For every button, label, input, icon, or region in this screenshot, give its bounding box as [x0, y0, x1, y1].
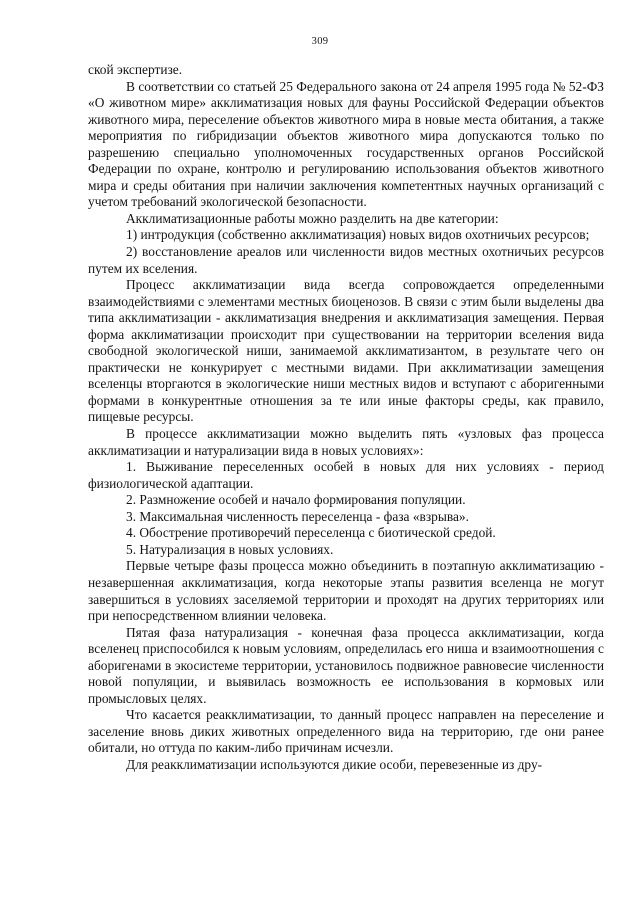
document-body: [88, 62, 604, 774]
list-item-phase-2: 2. Размножение особей и начало формирования популяции.: [126, 492, 466, 508]
paragraph-naturalization: Пятая фаза натурализация - конечная фаза процесса акклиматизации, когда вселенец приспособился к новым условиям, определилась его ниша и взаимоотношения с аборигенами в экосистеме территории, установилось подвижное равновесие численности новой популяции, и выявилась возможность ее использования в кормовых или промысловых целях.: [88, 624, 604, 706]
paragraph-reacclimatization-source: Для реакклиматизации используются дикие особи, перевезенные из дру-: [126, 756, 543, 772]
paragraph-federal-law: В соответствии со статьей 25 Федерального закона от 24 апреля 1995 года № 52-ФЗ «О животном мире» акклиматизация новых для фауны Российской Федерации объектов животного мира, переселение объектов животного мира в новые места обитания, а также мероприятия по гибридизации объектов животного мира допускаются только по разрешению специально уполномоченных государственных органов Российской Федерации по охране, контролю и регулированию использования объектов животного мира и среды обитания при наличии заключения компетентных научных организаций с учетом требований экологической безопасности.: [88, 78, 604, 210]
paragraph-categories-intro: Акклиматизационные работы можно разделить на две категории:: [126, 210, 499, 226]
list-item-introduction: 1) интродукция (собственно акклиматизация) новых видов охотничьих ресурсов;: [126, 227, 590, 243]
paragraph-continuation: ской экспертизе.: [88, 62, 183, 77]
paragraph-phases-intro: В процессе акклиматизации можно выделить пять «узловых фаз процесса акклиматизации и натурализации вида в новых условиях»:: [88, 426, 604, 458]
list-item-phase-5: 5. Натурализация в новых условиях.: [126, 541, 334, 557]
paragraph-reacclimatization: Что касается реакклиматизации, то данный процесс направлен на переселение и заселение вновь диких животных определенного вида на территорию, где они ранее обитали, но оттуда по каким-либо причинам исчезли.: [88, 707, 604, 756]
paragraph-stepwise-acclimatization: Первые четыре фазы процесса можно объединить в поэтапную акклиматизацию - незавершенная акклиматизация, когда некоторые этапы развития вселенца не могут завершиться в условиях заселяемой территории и проходят на других территориях или при непосредственном влиянии человека.: [88, 558, 604, 624]
list-item-phase-3: 3. Максимальная численность переселенца - фаза «взрыва».: [126, 508, 469, 524]
list-item-phase-1: 1. Выживание переселенных особей в новых для них условиях - период физиологической адаптации.: [88, 459, 604, 491]
paragraph-acclimatization-process: Процесс акклиматизации вида всегда сопровождается определенными взаимодействиями с элементами местных биоценозов. В связи с этим были выделены два типа акклиматизации - акклиматизация внедрения и акклиматизация замещения. Первая форма акклиматизации происходит при существовании на территории вселения вида свободной экологической ниши, занимаемой акклиматизантом, в результате чего он практически не конкурирует с местными видами. При акклиматизации замещения вселенцы вторгаются в экологические ниши местных видов и вступают с аборигенными формами в конкурентные отношения за те или иные факторы среды, как правило, пищевые ресурсы.: [88, 277, 604, 425]
list-item-restoration: 2) восстановление ареалов или численности видов местных охотничьих ресурсов путем их вселения.: [88, 244, 604, 276]
list-item-phase-4: 4. Обострение противоречий переселенца с биотической средой.: [126, 525, 496, 541]
page-number: 309: [311, 36, 329, 47]
